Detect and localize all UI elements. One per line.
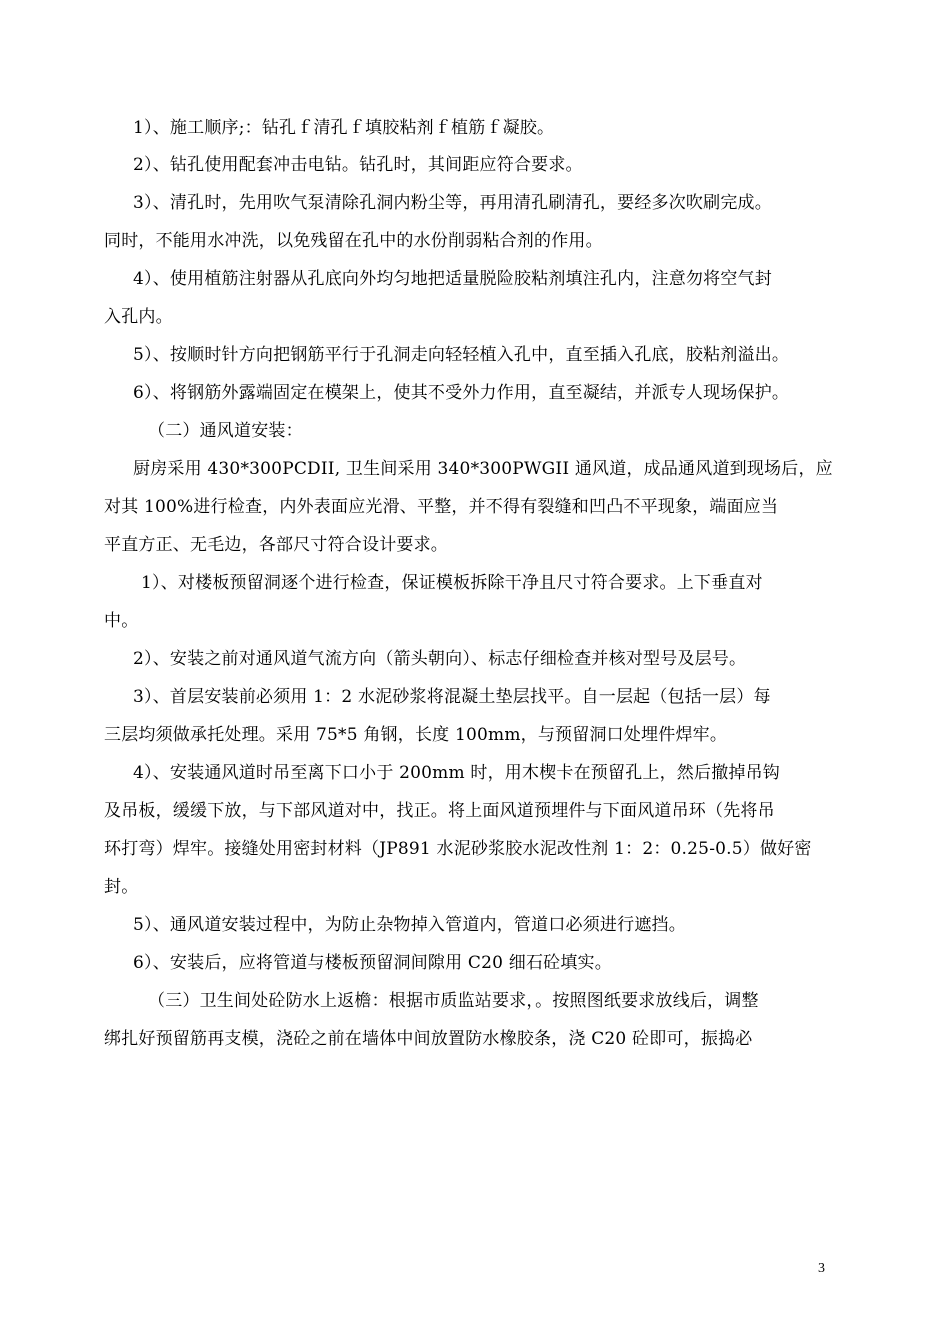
text-line: 中。 (104, 611, 139, 631)
page-number: 3 (818, 1261, 825, 1276)
text-line: 4）、安装通风道时吊至离下口小于 200mm 时，用木楔卡在预留孔上，然后撤掉吊钩 (133, 763, 781, 783)
text-line: 1）、施工顺序;：钻孔ｆ清孔ｆ填胶粘剂ｆ植筋ｆ凝胶。 (133, 118, 555, 138)
text-line: 4）、使用植筋注射器从孔底向外均匀地把适量脱险胶粘剂填注孔内，注意勿将空气封 (133, 269, 772, 289)
text-line: 三层均须做承托处理。采用 75*5 角钢，长度 100mm，与预留洞口处埋件焊牢。 (104, 725, 728, 745)
text-line: 及吊板，缓缓下放，与下部风道对中，找正。将上面风道预埋件与下面风道吊环（先将吊 (104, 801, 775, 821)
text-line: 厨房采用 430*300PCDII, 卫生间采用 340*300PWGII 通风道，成品通风道到现场后，应 (133, 459, 833, 479)
text-line: 6）、安装后，应将管道与楼板预留洞间隙用 C20 细石砼填实。 (133, 953, 612, 973)
section-heading: （三）卫生间处砼防水上返檐：根据市质监站要求，。按照图纸要求放线后，调整 (148, 991, 759, 1011)
text-line: 5）、通风道安装过程中，为防止杂物掉入管道内，管道口必须进行遮挡。 (133, 915, 686, 935)
text-line: 绑扎好预留筋再支模，浇砼之前在墙体中间放置防水橡胶条，浇 C20 砼即可，振捣必 (104, 1029, 753, 1049)
text-line: 5）、按顺时针方向把钢筋平行于孔洞走向轻轻植入孔中，直至插入孔底，胶粘剂溢出。 (133, 345, 790, 365)
text-line: 入孔内。 (104, 307, 173, 327)
text-line: 6）、将钢筋外露端固定在模架上，使其不受外力作用，直至凝结，并派专人现场保护。 (133, 383, 790, 403)
text-line: 环打弯）焊牢。接缝处用密封材料（JP891 水泥砂浆胶水泥改性剂 1：2：0.25-0.5）做好密 (104, 839, 812, 859)
text-line: 平直方正、无毛边，各部尺寸符合设计要求。 (104, 535, 448, 555)
section-heading: （二）通风道安装： (148, 421, 303, 441)
text-line: 2）、安装之前对通风道气流方向（箭头朝向）、标志仔细检查并核对型号及层号。 (133, 649, 747, 669)
text-line: 同时，不能用水冲洗，以免残留在孔中的水份削弱粘合剂的作用。 (104, 231, 603, 251)
text-line: 3）、首层安装前必须用 1：2 水泥砂浆将混凝土垫层找平。自一层起（包括一层）每 (133, 687, 771, 707)
text-line: 封。 (104, 877, 139, 897)
text-line: 1）、对楼板预留洞逐个进行检查，保证模板拆除干净且尺寸符合要求。上下垂直对 (141, 573, 763, 593)
text-line: 2）、钻孔使用配套冲击电钻。钻孔时，其间距应符合要求。 (133, 155, 583, 175)
text-line: 对其 100%进行检查，内外表面应光滑、平整，并不得有裂缝和凹凸不平现象，端面应当 (104, 497, 779, 517)
text-line: 3）、清孔时，先用吹气泵清除孔洞内粉尘等，再用清孔刷清孔，要经多次吹刷完成。 (133, 193, 772, 213)
